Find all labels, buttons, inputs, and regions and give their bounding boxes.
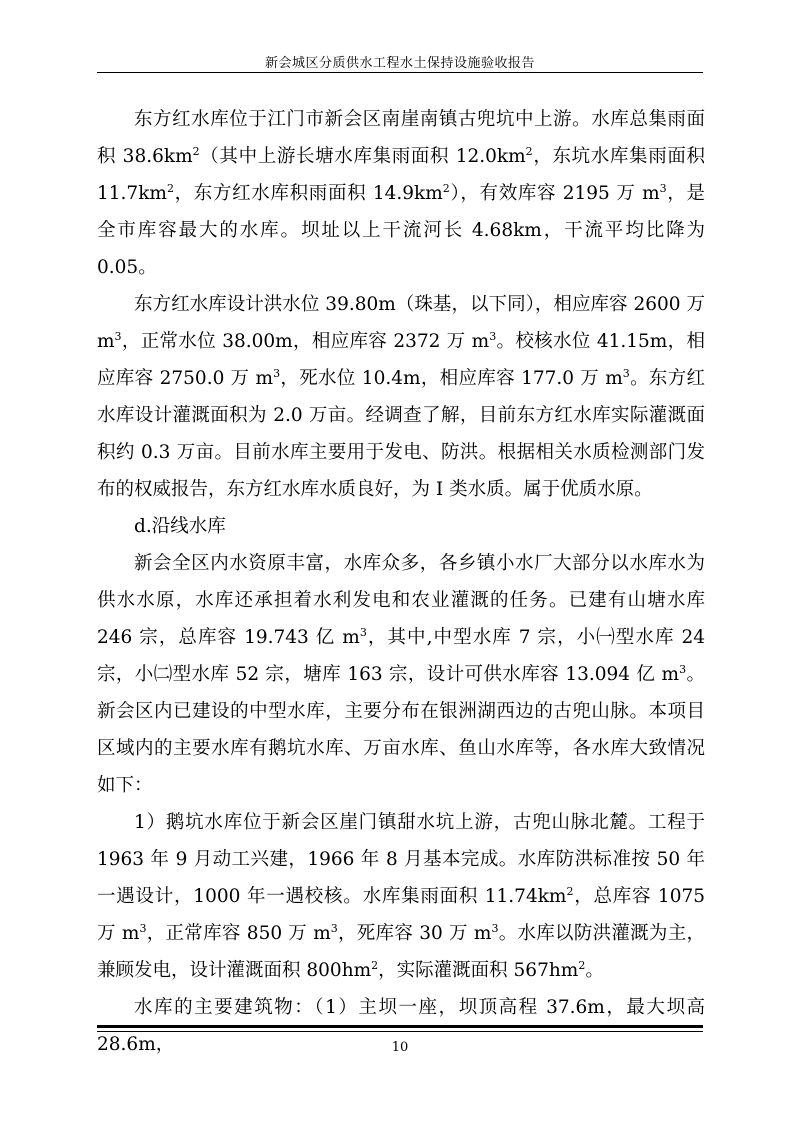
text-run: 。 bbox=[585, 960, 604, 981]
text-run: 东方红水库位于江门市新会区南崖南镇古兜坑中上游。水库总集雨面积 38.6km bbox=[97, 109, 705, 167]
unit-superscript: 2 bbox=[371, 958, 379, 972]
unit-superscript: 3 bbox=[659, 181, 667, 195]
report-body bbox=[97, 101, 705, 1063]
paragraph-xinhui-reservoirs bbox=[97, 545, 705, 804]
unit-superscript: 3 bbox=[622, 366, 630, 380]
unit-superscript: 3 bbox=[139, 921, 147, 935]
paragraph-ekeng-reservoir bbox=[97, 804, 705, 989]
unit-superscript: 2 bbox=[192, 144, 200, 158]
unit-superscript: 2 bbox=[442, 181, 450, 195]
text-run: 水库的主要建筑物：（1）主坝一座，坝顶高程 37.6m，最大坝高 28.6m， bbox=[97, 997, 705, 1055]
text-run: 。新会区内已建设的中型水库，主要分布在银洲湖西边的古兜山脉。本项目区域内的主要水库有鹅坑水库、万亩水库、鱼山水库等，各水库大致情况如下： bbox=[97, 664, 705, 796]
paragraph-dongfanghong-capacity bbox=[97, 286, 705, 508]
unit-superscript: 3 bbox=[679, 662, 687, 676]
text-run: 。东方红水库设计灌溉面积为 2.0 万亩。经调查了解，目前东方红水库实际灌溉面积约 0.3 万亩。目前水库主要用于发电、防洪。根据相关水质检测部门发布的权威报告，东方红水库水质良好，为 I 类水质。属于优质水原。 bbox=[97, 368, 705, 500]
text-run: ，是全市库容最大的水库。坝址以上干流河长 4.68km，干流平均比降为 0.05。 bbox=[97, 183, 705, 278]
text-run: ，死库容 30 万 m bbox=[337, 923, 492, 944]
text-run: ，死水位 10.4m，相应库容 177.0 万 m bbox=[280, 368, 623, 389]
unit-superscript: 3 bbox=[114, 329, 122, 343]
text-run: ，东坑水库集雨面积 11.7km bbox=[97, 146, 705, 204]
text-run: （其中上游长塘水库集雨面积 12.0km bbox=[199, 146, 526, 167]
text-run: ，正常水位 38.00m，相应库容 2372 万 m bbox=[121, 331, 490, 352]
unit-superscript: 3 bbox=[273, 366, 281, 380]
text-run: 。校核水位 41.15m，相应库容 2750.0 万 m bbox=[97, 331, 705, 389]
text-run: 东方红水库设计洪水位 39.80m（珠基，以下同），相应库容 2600 万 m bbox=[97, 294, 705, 352]
text-run: 。水库以防洪灌溉为主，兼顾发电，设计灌溉面积 800hm bbox=[97, 923, 705, 981]
text-run: ，其中,中型水库 7 宗，小㈠型水库 24 宗，小㈡型水库 52 宗，塘库 163 宗，设计可供水库容 13.094 亿 m bbox=[97, 627, 706, 685]
text-run: 1）鹅坑水库位于新会区崖门镇甜水坑上游，古兜山脉北麓。工程于 1963 年 9 月动工兴建，1966 年 8 月基本完成。水库防洪标准按 50 年一遇设计，1000 年一遇校核。水库集雨面积 11.74km bbox=[97, 812, 705, 907]
text-run: ，正常库容 850 万 m bbox=[146, 923, 331, 944]
text-run: ），有效库容 2195 万 m bbox=[449, 183, 660, 204]
text-run: ，东方红水库积雨面积 14.9km bbox=[173, 183, 443, 204]
unit-superscript: 3 bbox=[489, 329, 497, 343]
paragraph-dongfanghong-overview bbox=[97, 101, 705, 286]
header-divider bbox=[97, 72, 703, 73]
page-number: 10 bbox=[391, 1040, 409, 1055]
text-run: d.沿线水库 bbox=[134, 516, 226, 537]
text-run: ，总库容 1075 万 m bbox=[97, 886, 705, 944]
section-heading-reservoirs bbox=[97, 508, 705, 545]
text-run: ，实际灌溉面积 567hm bbox=[378, 960, 579, 981]
footer-divider-thick bbox=[97, 1025, 703, 1028]
unit-superscript: 2 bbox=[578, 958, 586, 972]
unit-superscript: 2 bbox=[166, 181, 174, 195]
text-run: 新会全区内水资原丰富，水库众多，各乡镇小水厂大部分以水库水为供水水原，水库还承担着水利发电和农业灌溉的任务。已建有山塘水库 246 宗，总库容 19.743 亿 m bbox=[97, 553, 705, 648]
running-header-title: 新会城区分质供水工程水土保持设施验收报告 bbox=[264, 56, 535, 71]
unit-superscript: 2 bbox=[525, 144, 533, 158]
unit-superscript: 3 bbox=[359, 625, 367, 639]
unit-superscript: 3 bbox=[330, 921, 338, 935]
unit-superscript: 3 bbox=[491, 921, 499, 935]
footer-divider-thin bbox=[97, 1031, 703, 1032]
unit-superscript: 2 bbox=[566, 884, 574, 898]
